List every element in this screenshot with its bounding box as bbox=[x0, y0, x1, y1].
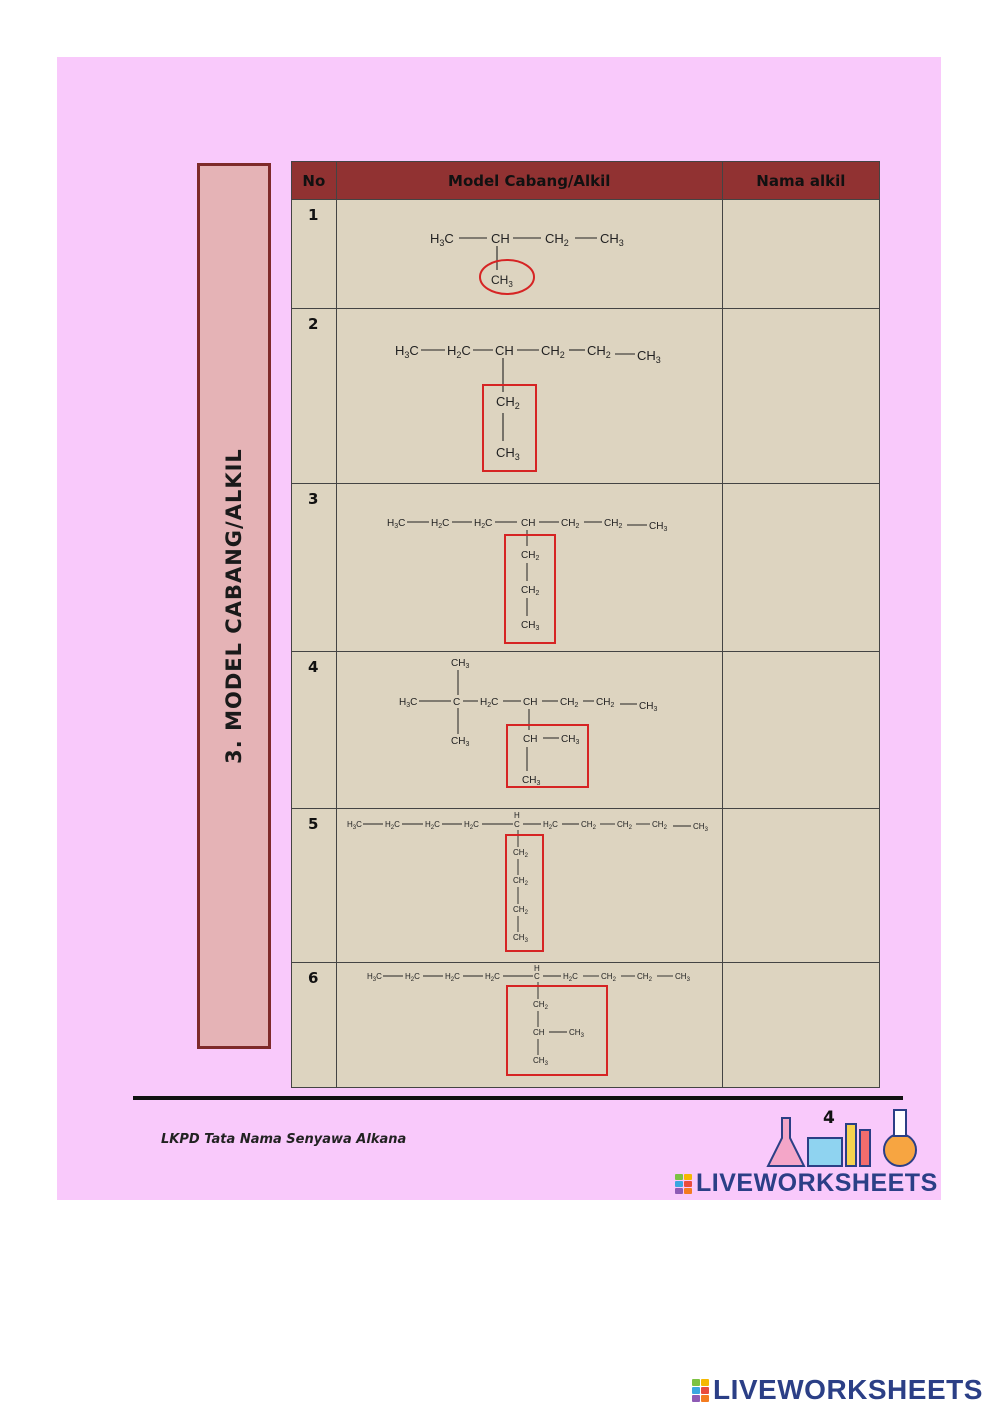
section-banner bbox=[197, 163, 271, 1049]
svg-text:CH2: $CH_2$ bbox=[616, 820, 632, 831]
svg-text:H2C: $H_2C$ bbox=[404, 972, 420, 983]
header-name: Nama alkil bbox=[722, 162, 879, 200]
answer-cell[interactable] bbox=[722, 652, 879, 809]
brand-name: LIVEWORKSHEETS bbox=[713, 1374, 983, 1405]
row-number-cell bbox=[292, 652, 337, 809]
svg-text:H2C: $H_2C$ bbox=[463, 820, 479, 831]
structure-cell bbox=[336, 963, 722, 1088]
row-number: 1 bbox=[308, 206, 319, 224]
structural-formula bbox=[337, 809, 722, 958]
lab-glassware-illustration bbox=[760, 1104, 920, 1172]
svg-text:CH2: $CH_2$ bbox=[580, 820, 596, 831]
table-row bbox=[292, 963, 880, 1088]
svg-text:H3C: $H_3C$ bbox=[429, 231, 454, 248]
svg-text:CH3: $CH_3$ bbox=[599, 231, 624, 248]
header-model: Model Cabang/Alkil bbox=[336, 162, 722, 200]
row-number-cell bbox=[292, 200, 337, 309]
svg-text:H2C: $H_2C$ bbox=[424, 820, 440, 831]
svg-text:H: H bbox=[533, 964, 540, 973]
structural-formula bbox=[337, 309, 722, 479]
svg-text:CH2: $CH_2$ bbox=[520, 585, 540, 597]
svg-text:C: C bbox=[513, 820, 520, 829]
svg-text:CH2: $CH_2$ bbox=[595, 697, 615, 709]
svg-text:CH: CH bbox=[522, 697, 538, 708]
svg-text:H2C: $H_2C$ bbox=[444, 972, 460, 983]
brand-mark-icon bbox=[692, 1379, 709, 1402]
structure-cell bbox=[336, 484, 722, 652]
footer-divider bbox=[133, 1096, 903, 1100]
svg-text:CH3: $CH_3$ bbox=[560, 734, 580, 746]
brand-mark-icon bbox=[675, 1174, 692, 1194]
svg-text:CH3: $CH_3$ bbox=[520, 620, 540, 632]
svg-text:CH3: $CH_3$ bbox=[674, 972, 690, 983]
svg-text:CH2: $CH_2$ bbox=[544, 231, 569, 248]
svg-text:CH3: $CH_3$ bbox=[692, 822, 708, 833]
svg-text:C: C bbox=[533, 972, 540, 981]
svg-text:H2C: $H_2C$ bbox=[384, 820, 400, 831]
structural-formula bbox=[337, 484, 722, 647]
structure-cell bbox=[336, 200, 722, 309]
row-number-cell bbox=[292, 484, 337, 652]
alkyl-name-input[interactable] bbox=[723, 963, 879, 1087]
section-title: 3. MODEL CABANG/ALKIL bbox=[222, 448, 246, 764]
alkyl-name-input[interactable] bbox=[723, 484, 879, 651]
structural-formula bbox=[337, 963, 722, 1083]
svg-text:CH2: $CH_2$ bbox=[512, 905, 528, 916]
svg-text:CH: CH bbox=[490, 231, 510, 246]
svg-text:CH3: $CH_3$ bbox=[450, 736, 470, 748]
table-header-row bbox=[292, 162, 880, 200]
row-number-cell bbox=[292, 963, 337, 1088]
svg-text:CH: CH bbox=[532, 1028, 545, 1037]
svg-text:CH2: $CH_2$ bbox=[520, 550, 540, 562]
svg-text:H2C: $H_2C$ bbox=[542, 820, 558, 831]
structure-cell bbox=[336, 809, 722, 963]
svg-text:CH2: $CH_2$ bbox=[512, 848, 528, 859]
svg-text:CH: CH bbox=[522, 734, 538, 745]
svg-text:CH3: $CH_3$ bbox=[568, 1028, 584, 1039]
svg-text:CH2: $CH_2$ bbox=[540, 343, 565, 360]
answer-cell[interactable] bbox=[722, 809, 879, 963]
answer-cell[interactable] bbox=[722, 200, 879, 309]
svg-text:CH2: $CH_2$ bbox=[512, 876, 528, 887]
svg-text:H2C: $H_2C$ bbox=[430, 518, 450, 530]
answer-cell[interactable] bbox=[722, 309, 879, 484]
svg-text:H2C: $H_2C$ bbox=[479, 697, 499, 709]
svg-text:CH2: $CH_2$ bbox=[600, 972, 616, 983]
svg-text:H2C: $H_2C$ bbox=[484, 972, 500, 983]
svg-text:H3C: $H_3C$ bbox=[398, 697, 418, 709]
svg-text:H: H bbox=[513, 811, 520, 820]
row-number-cell bbox=[292, 309, 337, 484]
page-number: 4 bbox=[823, 1108, 835, 1128]
svg-text:CH3: $CH_3$ bbox=[512, 933, 528, 944]
header-no: No bbox=[292, 162, 337, 200]
svg-text:CH3: $CH_3$ bbox=[521, 775, 541, 787]
svg-text:CH3: $CH_3$ bbox=[636, 348, 661, 365]
alkyl-name-input[interactable] bbox=[723, 809, 879, 962]
row-number: 3 bbox=[308, 490, 319, 508]
svg-text:CH2: $CH_2$ bbox=[532, 1000, 548, 1011]
svg-text:CH3: $CH_3$ bbox=[450, 658, 470, 670]
svg-text:H3C: $H_3C$ bbox=[386, 518, 406, 530]
table-row bbox=[292, 309, 880, 484]
svg-text:H2C: $H_2C$ bbox=[473, 518, 493, 530]
svg-text:CH2: $CH_2$ bbox=[586, 343, 611, 360]
alkyl-name-input[interactable] bbox=[723, 200, 879, 308]
svg-text:CH2: $CH_2$ bbox=[495, 394, 520, 411]
row-number: 4 bbox=[308, 658, 319, 676]
svg-text:CH3: $CH_3$ bbox=[638, 701, 658, 713]
svg-text:C: C bbox=[452, 697, 460, 708]
svg-text:CH2: $CH_2$ bbox=[559, 697, 579, 709]
footer-title: LKPD Tata Nama Senyawa Alkana bbox=[161, 1132, 407, 1147]
alkyl-name-input[interactable] bbox=[723, 309, 879, 483]
brand-name: LIVEWORKSHEETS bbox=[696, 1169, 938, 1197]
table-row bbox=[292, 200, 880, 309]
svg-text:CH3: $CH_3$ bbox=[532, 1056, 548, 1067]
structure-cell bbox=[336, 652, 722, 809]
brand-logo-footer[interactable] bbox=[692, 1374, 983, 1406]
svg-text:CH: CH bbox=[494, 343, 514, 358]
row-number: 2 bbox=[308, 315, 319, 333]
svg-text:CH3: $CH_3$ bbox=[495, 445, 520, 462]
svg-text:H3C: $H_3C$ bbox=[394, 343, 419, 360]
row-number: 6 bbox=[308, 969, 319, 987]
svg-text:CH3: $CH_3$ bbox=[490, 273, 513, 289]
table-row bbox=[292, 809, 880, 963]
svg-text:H2C: $H_2C$ bbox=[562, 972, 578, 983]
row-number-cell bbox=[292, 809, 337, 963]
alkyl-table bbox=[291, 161, 880, 1088]
structural-formula bbox=[337, 200, 722, 304]
alkyl-name-input[interactable] bbox=[723, 652, 879, 808]
svg-text:CH2: $CH_2$ bbox=[603, 518, 623, 530]
structure-cell bbox=[336, 309, 722, 484]
svg-text:H3C: $H_3C$ bbox=[346, 820, 362, 831]
svg-text:CH2: $CH_2$ bbox=[560, 518, 580, 530]
table-row bbox=[292, 652, 880, 809]
structural-formula bbox=[337, 652, 722, 804]
svg-text:CH3: $CH_3$ bbox=[648, 521, 668, 533]
svg-text:CH2: $CH_2$ bbox=[651, 820, 667, 831]
brand-logo-in-page bbox=[675, 1169, 938, 1198]
svg-text:H2C: $H_2C$ bbox=[446, 343, 471, 360]
answer-cell[interactable] bbox=[722, 963, 879, 1088]
answer-cell[interactable] bbox=[722, 484, 879, 652]
row-number: 5 bbox=[308, 815, 319, 833]
svg-text:H3C: $H_3C$ bbox=[366, 972, 382, 983]
svg-text:CH: CH bbox=[520, 518, 536, 529]
table-row bbox=[292, 484, 880, 652]
svg-text:CH2: $CH_2$ bbox=[636, 972, 652, 983]
